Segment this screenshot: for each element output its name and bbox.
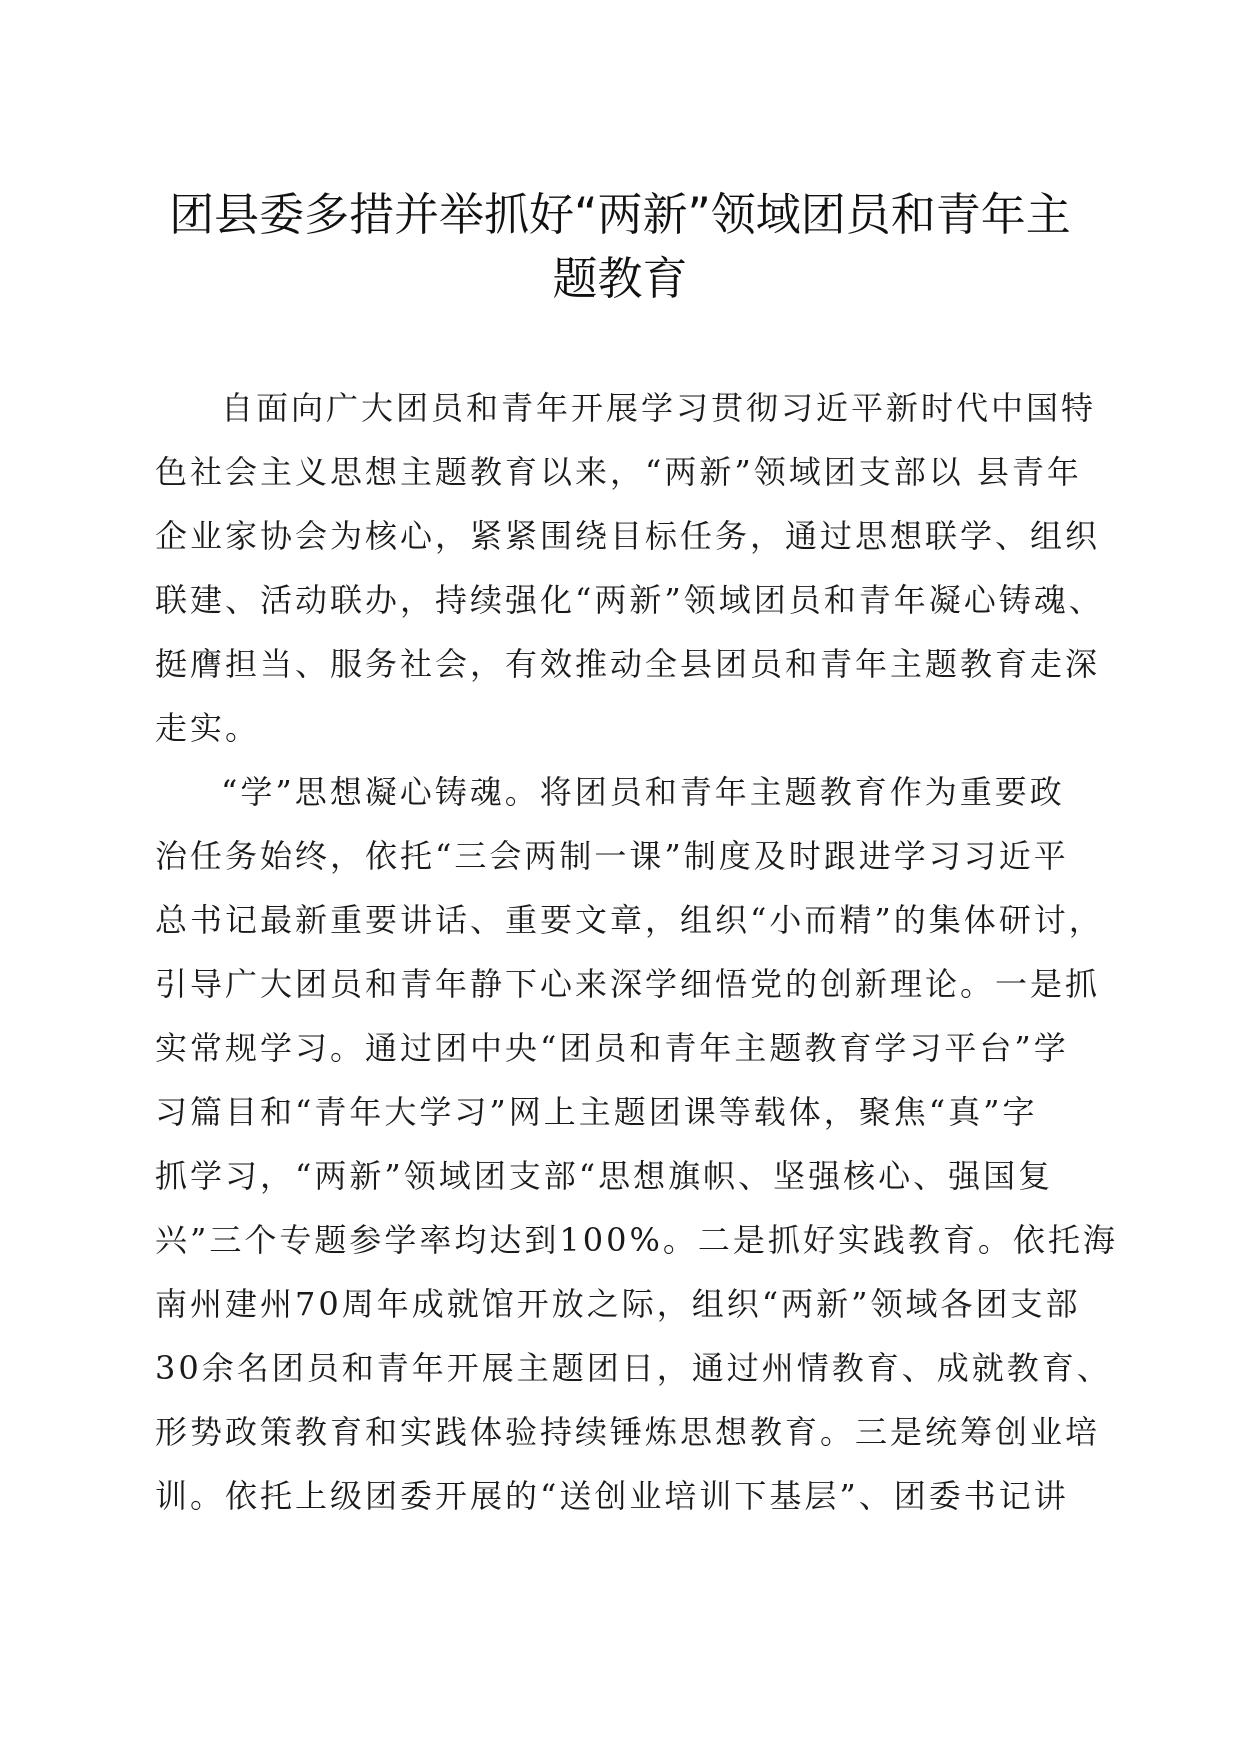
paragraph-2 [155,760,1118,1528]
text-line: 习篇目和“青年大学习”网上主题团课等载体，聚焦“真”字 [155,1093,1038,1131]
title-line: 团县委多措并举抓好“两新”领域团员和青年主 [169,188,1071,241]
text-line: 抓学习，“两新”领域团支部“思想旗帜、坚强核心、强国复 [155,1157,1054,1195]
text-line: 走实。 [155,709,261,747]
text-line: “学”思想凝心铸魂。将团员和青年主题教育作为重要政 [221,773,1065,811]
text-line: 企业家协会为核心，紧紧围绕目标任务，通过思想联学、组织 [155,517,1101,555]
text-line: 训。依托上级团委开展的“送创业培训下基层”、团委书记讲 [155,1477,1069,1515]
text-line: 挺膺担当、服务社会，有效推动全县团员和青年主题教育走深 [155,645,1101,683]
text-line: 兴”三个专题参学率均达到100%。二是抓好实践教育。依托海 [155,1221,1118,1259]
text-line: 色社会主义思想主题教育以来，“两新”领域团支部以 县青年 [155,453,1082,491]
text-line: 总书记最新重要讲话、重要文章，组织“小而精”的集体研讨， [155,901,1104,939]
text-line: 实常规学习。通过团中央“团员和青年主题教育学习平台”学 [155,1029,1069,1067]
document-body [155,376,1118,1528]
text-line: 联建、活动联办，持续强化“两新”领域团员和青年凝心铸魂、 [155,581,1104,619]
title-line: 题教育 [552,252,688,305]
text-line: 形势政策教育和实践体验持续锤炼思想教育。三是统筹创业培 [155,1413,1101,1451]
text-line: 30余名团员和青年开展主题团日，通过州情教育、成就教育、 [155,1349,1112,1387]
text-line: 引导广大团员和青年静下心来深学细悟党的创新理论。一是抓 [155,965,1101,1003]
text-line: 南州建州70周年成就馆开放之际，组织“两新”领域各团支部 [155,1285,1081,1323]
document-title [140,183,1100,311]
text-line: 治任务始终，依托“三会两制一课”制度及时跟进学习习近平 [155,837,1069,875]
paragraph-1 [155,376,1104,760]
text-line: 自面向广大团员和青年开展学习贯彻习近平新时代中国特 [221,389,1097,427]
